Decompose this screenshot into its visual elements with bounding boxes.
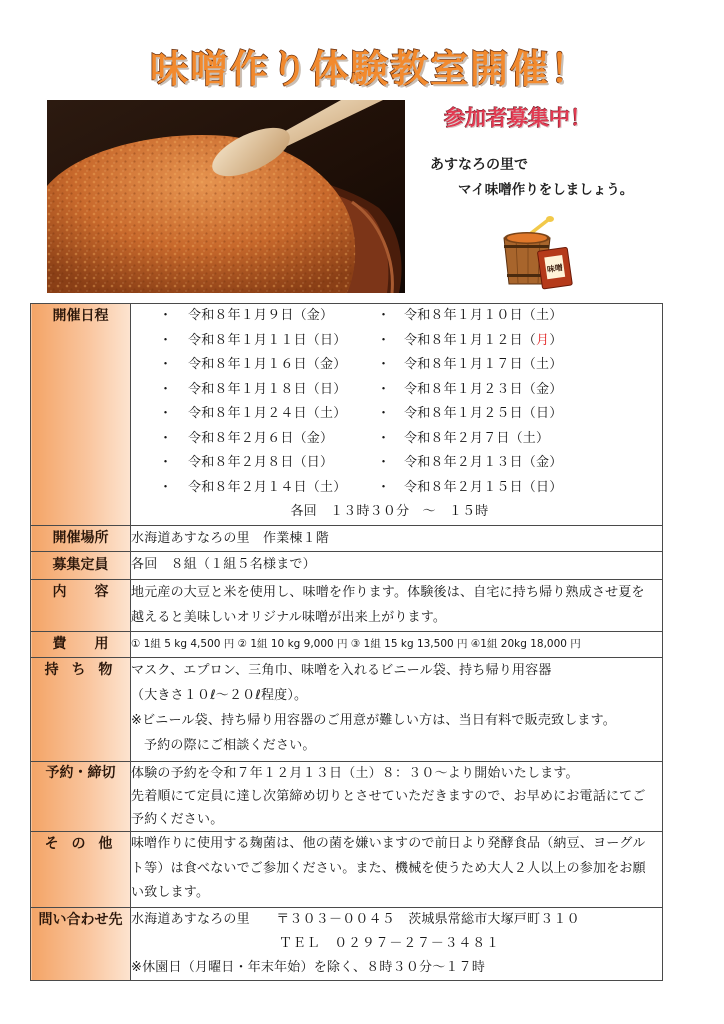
- bullet: ・: [159, 332, 173, 348]
- label-reservation: 予約・締切: [31, 761, 131, 832]
- items-cell: [131, 657, 663, 761]
- content-line: 越えると美味しいオリジナル味噌が出来上がります。: [131, 610, 447, 625]
- bullet: ・: [159, 381, 173, 397]
- bullet: ・: [377, 406, 391, 421]
- items-note: ※ビニール袋、持ち帰り用容器のご用意が難しい方は、当日有料で販売致します。: [131, 712, 616, 728]
- session-time: 各回 １３時３０分 ～ １５時: [290, 504, 489, 519]
- bullet: ・: [159, 357, 173, 372]
- date-item: 令和８年１月２３日（金）: [404, 381, 563, 397]
- reservation-line: 予約ください。: [131, 812, 224, 828]
- bullet: ・: [377, 430, 391, 446]
- bullet: ・: [377, 308, 391, 323]
- bullet: ・: [377, 455, 391, 470]
- date-item: 令和８年１月９日（金）: [188, 308, 334, 323]
- items-line: （大きさ１０ℓ～２０ℓ程度）。: [131, 687, 308, 703]
- schedule-cell: [131, 304, 663, 526]
- fee-cell: [131, 631, 663, 657]
- date-item: 令和８年２月６日（金）: [188, 430, 334, 446]
- info-table: [30, 303, 663, 981]
- label-contact: 問い合わせ先: [31, 908, 131, 981]
- barrel-miso: [507, 234, 547, 243]
- miso-package: [537, 247, 572, 289]
- date-item: 令和８年２月１３日（金）: [404, 455, 563, 470]
- date-row: [131, 451, 662, 476]
- spoon-tip: [546, 216, 554, 222]
- label-place: 開催場所: [31, 525, 131, 551]
- label-content: 内 容: [31, 579, 131, 631]
- other-line: ト等）は食べないでご参加ください。また、機械を使うため大人２人以上の参加をお願: [131, 860, 646, 876]
- contact-address: 水海道あすなろの里 〒３０３－００４５ 茨城県常総市大塚戸町３１０: [131, 912, 580, 928]
- bullet: ・: [377, 381, 391, 397]
- date-row: [131, 353, 662, 378]
- date-row: [131, 329, 662, 354]
- miso-barrel-icon: [498, 214, 578, 290]
- label-items: 持 ち 物: [31, 657, 131, 761]
- contact-cell: [131, 908, 663, 981]
- label-schedule: 開催日程: [31, 304, 131, 526]
- date-close: ）: [549, 332, 563, 348]
- row-reservation: [31, 761, 663, 832]
- date-item: 令和８年２月１５日（日）: [404, 479, 563, 495]
- reservation-cell: [131, 761, 663, 832]
- date-list: [131, 304, 662, 525]
- contact-hours-note: ※休園日（月曜日・年末年始）を除く、８時３０分～１７時: [131, 960, 486, 976]
- other-line: い致します。: [131, 885, 210, 901]
- reservation-line: 体験の予約を令和７年１２月１３日（土）８：３０～より開始いたします。: [131, 765, 579, 781]
- row-contact: [31, 908, 663, 981]
- date-row: [131, 304, 662, 329]
- label-fee: 費 用: [31, 631, 131, 657]
- contact-tel: ＴＥＬ ０２９７－２７－３４８１: [279, 936, 500, 952]
- label-capacity: 募集定員: [31, 551, 131, 579]
- package-label: 味噌: [546, 263, 564, 275]
- date-text: 令和８年１月１２日（: [404, 332, 537, 348]
- date-item: 令和８年２月１４日（土）: [188, 479, 347, 495]
- row-fee: [31, 631, 663, 657]
- holiday-weekday: 月: [536, 332, 550, 348]
- date-row: [131, 427, 662, 452]
- page-title: 味噌作り体験教室開催！: [150, 47, 591, 91]
- intro-line-2: マイ味噌作りをしましょう。: [458, 182, 634, 198]
- bullet: ・: [159, 479, 173, 495]
- date-item: 令和８年２月８日（日）: [188, 455, 334, 470]
- date-item: 令和８年１月１６日（金）: [188, 357, 347, 372]
- date-item: [404, 329, 562, 354]
- bullet: ・: [159, 308, 173, 323]
- content-cell: [131, 579, 663, 631]
- date-item: 令和８年１月２４日（土）: [188, 406, 347, 421]
- row-schedule: [31, 304, 663, 526]
- place-value: 水海道あすなろの里 作業棟１階: [131, 525, 663, 551]
- fee-value: ① 1組 5 kg 4,500 円 ② 1組 10 kg 9,000 円 ③ 1組 15 kg 13,500 円 ④1組 20kg 18,000 円: [131, 637, 581, 650]
- intro-line-1: あすなろの里で: [430, 157, 528, 173]
- miso-photo: [47, 100, 405, 293]
- date-row: [131, 476, 662, 501]
- bullet: ・: [377, 479, 391, 495]
- date-item: 令和８年１月１８日（日）: [188, 381, 347, 397]
- other-cell: [131, 832, 663, 908]
- content-line: 地元産の大豆と米を使用し、味噌を作ります。体験後は、自宅に持ち帰り熟成させ夏を: [131, 584, 645, 600]
- barrel-band-top: [504, 245, 549, 248]
- items-note: 予約の際にご相談ください。: [144, 737, 316, 753]
- row-place: [31, 525, 663, 551]
- date-item: 令和８年２月７日（土）: [404, 430, 550, 446]
- row-content: [31, 579, 663, 631]
- row-items: [31, 657, 663, 761]
- reservation-line: 先着順にて定員に達し次第締め切りとさせていただきますので、お早めにお電話にてご: [131, 788, 646, 804]
- bullet: ・: [159, 406, 173, 421]
- row-capacity: [31, 551, 663, 579]
- date-item: 令和８年１月１０日（土）: [404, 308, 563, 323]
- spoon-icon: [530, 220, 548, 234]
- row-other: [31, 832, 663, 908]
- label-other: そ の 他: [31, 832, 131, 908]
- date-item: 令和８年１月１７日（土）: [404, 357, 563, 372]
- items-line: マスク、エプロン、三角巾、味噌を入れるビニール袋、持ち帰り用容器: [131, 662, 552, 678]
- bullet: ・: [159, 430, 173, 446]
- recruiting-banner: 参加者募集中！: [444, 106, 591, 130]
- bullet: ・: [159, 455, 173, 470]
- bullet: ・: [377, 357, 391, 372]
- bullet: ・: [377, 332, 391, 348]
- other-line: 味噌作りに使用する麹菌は、他の菌を嫌いますので前日より発酵食品（納豆、ヨーグル: [131, 836, 646, 852]
- date-item: 令和８年１月１１日（日）: [188, 332, 347, 348]
- capacity-value: 各回 ８組（１組５名様まで）: [131, 551, 663, 579]
- date-item: 令和８年１月２５日（日）: [404, 406, 563, 421]
- date-row: [131, 402, 662, 427]
- date-row: [131, 378, 662, 403]
